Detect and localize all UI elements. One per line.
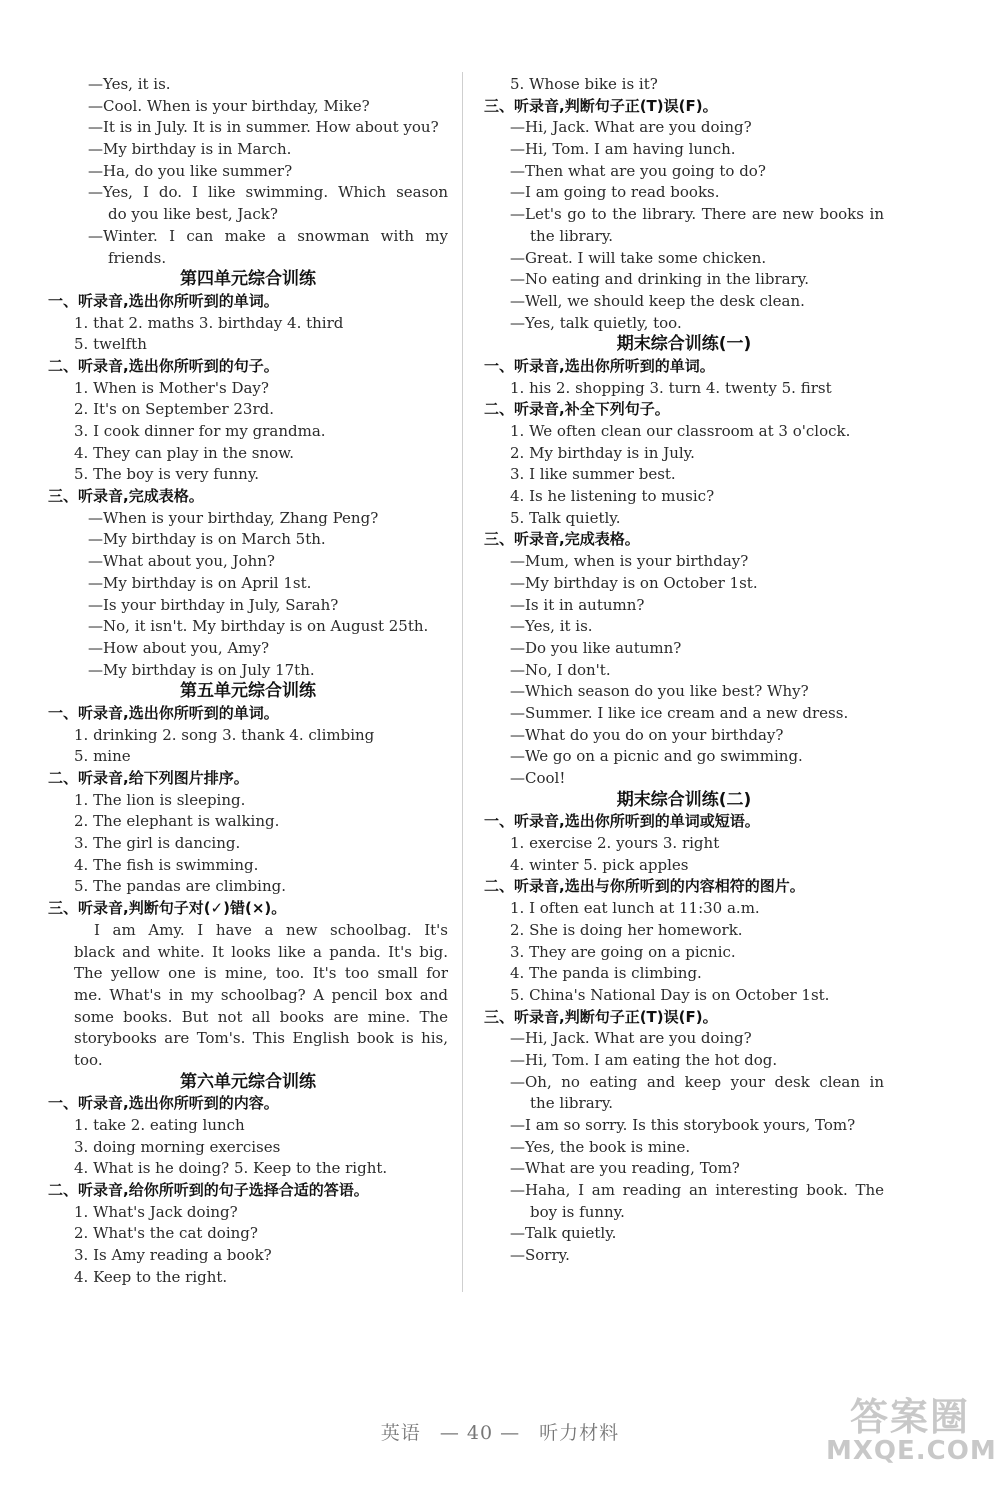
text-line: 1. that 2. maths 3. birthday 4. third: [74, 313, 344, 332]
text-line: —No, it isn't. My birthday is on August 25th.: [88, 617, 429, 636]
text-line: —What about you, John?: [88, 552, 275, 571]
text-line: The yellow one is mine, too. It's too small for: [74, 964, 448, 983]
text-line: —Sorry.: [510, 1246, 570, 1265]
text-line: friends.: [108, 248, 167, 267]
text-line: 2. It's on September 23rd.: [74, 400, 275, 419]
text-line: —Is your birthday in July, Sarah?: [88, 595, 339, 614]
text-line: —No, I don't.: [510, 660, 611, 679]
text-line: the library.: [530, 226, 614, 245]
question-heading: 一、听录音,选出你所听到的单词。: [484, 356, 715, 375]
text-line: —Cool!: [510, 769, 566, 787]
question-heading: 三、听录音,判断句子正(T)误(F)。: [484, 96, 718, 115]
text-line: —Hi, Tom. I am eating the hot dog.: [510, 1050, 778, 1069]
text-line: 4. Keep to the right.: [74, 1267, 228, 1286]
text-line: 4. The fish is swimming.: [74, 855, 259, 874]
question-heading: 二、听录音,给下列图片排序。: [48, 769, 249, 787]
text-line: 5. China's National Day is on October 1st.: [510, 985, 830, 1004]
question-heading: 一、听录音,选出你所听到的单词。: [48, 291, 279, 310]
text-line: —Talk quietly.: [510, 1224, 617, 1243]
text-line: 2. The elephant is walking.: [74, 812, 280, 831]
text-line: —My birthday is on July 17th.: [88, 660, 315, 679]
text-line: I am Amy. I have a new schoolbag. It's: [94, 920, 448, 939]
text-line: —Haha, I am reading an interesting book. The: [510, 1181, 884, 1200]
text-line: storybooks are Tom's. This English book is his,: [74, 1029, 448, 1048]
text-line: —Let's go to the library. There are new books in: [510, 205, 884, 224]
text-line: —How about you, Amy?: [88, 638, 270, 657]
text-line: 2. My birthday is in July.: [510, 443, 695, 462]
text-line: —When is your birthday, Zhang Peng?: [88, 508, 379, 527]
text-line: —What do you do on your birthday?: [510, 725, 784, 744]
text-line: —My birthday is on October 1st.: [510, 573, 758, 592]
section-title: 第五单元综合训练: [180, 681, 316, 702]
question-heading: 一、听录音,选出你所听到的内容。: [48, 1094, 279, 1113]
text-line: —Yes, talk quietly, too.: [510, 313, 682, 332]
text-line: —Winter. I can make a snowman with my: [88, 226, 448, 245]
section-title: 期末综合训练(二): [616, 789, 752, 810]
text-line: 5. Talk quietly.: [510, 508, 621, 527]
text-line: the library.: [530, 1094, 614, 1113]
section-title: 第四单元综合训练: [180, 269, 316, 290]
text-line: 4. winter 5. pick apples: [510, 855, 689, 874]
text-line: black and white. It looks like a panda. It's big.: [74, 942, 448, 961]
text-line: —Cool. When is your birthday, Mike?: [88, 96, 370, 115]
text-line: —Well, we should keep the desk clean.: [510, 291, 805, 310]
text-line: —Then what are you going to do?: [510, 161, 766, 180]
text-line: 3. They are going on a picnic.: [510, 942, 736, 961]
text-line: 1. exercise 2. yours 3. right: [510, 834, 720, 853]
text-line: —My birthday is in March.: [88, 140, 292, 159]
question-heading: 一、听录音,选出你所听到的单词或短语。: [484, 812, 760, 831]
text-line: boy is funny.: [530, 1202, 625, 1221]
text-line: —Yes, it is.: [88, 75, 171, 93]
footer-page-number: — 40 —: [439, 1422, 521, 1444]
text-line: —Oh, no eating and keep your desk clean in: [510, 1072, 884, 1091]
text-line: —Ha, do you like summer?: [88, 161, 293, 180]
question-heading: 二、听录音,补全下列句子。: [484, 400, 670, 419]
text-line: 1. take 2. eating lunch: [74, 1116, 245, 1134]
question-heading: 二、听录音,选出你所听到的句子。: [48, 356, 279, 375]
text-line: 5. twelfth: [74, 335, 147, 354]
text-line: 3. Is Amy reading a book?: [74, 1246, 272, 1265]
text-line: 5. Whose bike is it?: [510, 75, 658, 93]
text-line: —It is in July. It is in summer. How about you?: [88, 118, 439, 137]
text-line: 3. The girl is dancing.: [74, 834, 241, 853]
text-line: —I am so sorry. Is this storybook yours, Tom?: [510, 1116, 856, 1134]
text-line: some books. But not all books are mine. The: [74, 1007, 448, 1026]
text-line: 4. They can play in the snow.: [74, 443, 294, 462]
text-line: 1. We often clean our classroom at 3 o'clock.: [510, 422, 851, 440]
text-line: —Great. I will take some chicken.: [510, 248, 767, 267]
footer-section: 听力材料: [539, 1422, 620, 1444]
text-line: —We go on a picnic and go swimming.: [510, 747, 803, 766]
text-line: 3. I cook dinner for my grandma.: [74, 422, 326, 440]
text-line: 1. The lion is sleeping.: [74, 790, 246, 809]
text-line: 1. I often eat lunch at 11:30 a.m.: [510, 899, 760, 918]
text-line: —Do you like autumn?: [510, 638, 682, 657]
question-heading: 三、听录音,完成表格。: [48, 487, 204, 506]
text-line: —My birthday is on April 1st.: [88, 573, 312, 592]
text-line: —Hi, Tom. I am having lunch.: [510, 140, 736, 159]
question-heading: 二、听录音,选出与你所听到的内容相符的图片。: [484, 877, 805, 896]
watermark-text: 答案圈: [849, 1395, 970, 1439]
text-line: —I am going to read books.: [510, 183, 720, 202]
text-line: 4. What is he doing? 5. Keep to the right.: [74, 1159, 388, 1178]
question-heading: 三、听录音,判断句子对(✓)错(×)。: [48, 899, 287, 918]
text-line: —Which season do you like best? Why?: [510, 682, 809, 701]
text-line: —Yes, it is.: [510, 617, 593, 636]
text-line: —My birthday is on March 5th.: [88, 530, 326, 549]
footer-subject: 英语: [380, 1422, 421, 1444]
text-line: —Is it in autumn?: [510, 595, 645, 614]
watermark-logo: [826, 1386, 997, 1478]
text-line: 4. Is he listening to music?: [510, 487, 715, 506]
text-line: 1. his 2. shopping 3. turn 4. twenty 5. first: [510, 378, 832, 397]
text-line: 1. When is Mother's Day?: [74, 378, 269, 397]
section-title: 第六单元综合训练: [180, 1071, 316, 1092]
text-line: 4. The panda is climbing.: [510, 964, 702, 983]
text-line: 2. What's the cat doing?: [74, 1224, 258, 1243]
text-line: —Summer. I like ice cream and a new dress.: [510, 703, 849, 722]
column-divider: [462, 72, 463, 1292]
question-heading: 三、听录音,判断句子正(T)误(F)。: [484, 1007, 718, 1026]
text-line: too.: [74, 1050, 103, 1069]
text-line: —No eating and drinking in the library.: [510, 270, 810, 289]
text-line: me. What's in my schoolbag? A pencil box and: [74, 985, 448, 1004]
text-line: 3. I like summer best.: [510, 465, 676, 484]
section-title: 期末综合训练(一): [616, 334, 752, 355]
right-column: [484, 74, 884, 1267]
text-line: —What are you reading, Tom?: [510, 1159, 740, 1178]
text-line: 5. The pandas are climbing.: [74, 877, 287, 896]
text-line: 1. What's Jack doing?: [74, 1202, 238, 1221]
text-line: —Hi, Jack. What are you doing?: [510, 118, 752, 137]
question-heading: 一、听录音,选出你所听到的单词。: [48, 703, 279, 722]
text-line: 5. The boy is very funny.: [74, 465, 260, 484]
text-line: 2. She is doing her homework.: [510, 920, 743, 939]
text-line: —Yes, I do. I like swimming. Which season: [88, 183, 448, 202]
text-line: 5. mine: [74, 747, 131, 766]
question-heading: 三、听录音,完成表格。: [484, 530, 640, 549]
watermark-url: MXQE.COM: [826, 1436, 997, 1466]
text-line: 3. doing morning exercises: [74, 1137, 281, 1156]
text-line: —Mum, when is your birthday?: [510, 552, 749, 571]
text-line: 1. drinking 2. song 3. thank 4. climbing: [74, 725, 375, 744]
text-line: do you like best, Jack?: [108, 205, 278, 224]
text-line: —Hi, Jack. What are you doing?: [510, 1029, 752, 1048]
left-column: [48, 74, 448, 1289]
text-line: —Yes, the book is mine.: [510, 1137, 691, 1156]
question-heading: 二、听录音,给你所听到的句子选择合适的答语。: [48, 1181, 369, 1200]
